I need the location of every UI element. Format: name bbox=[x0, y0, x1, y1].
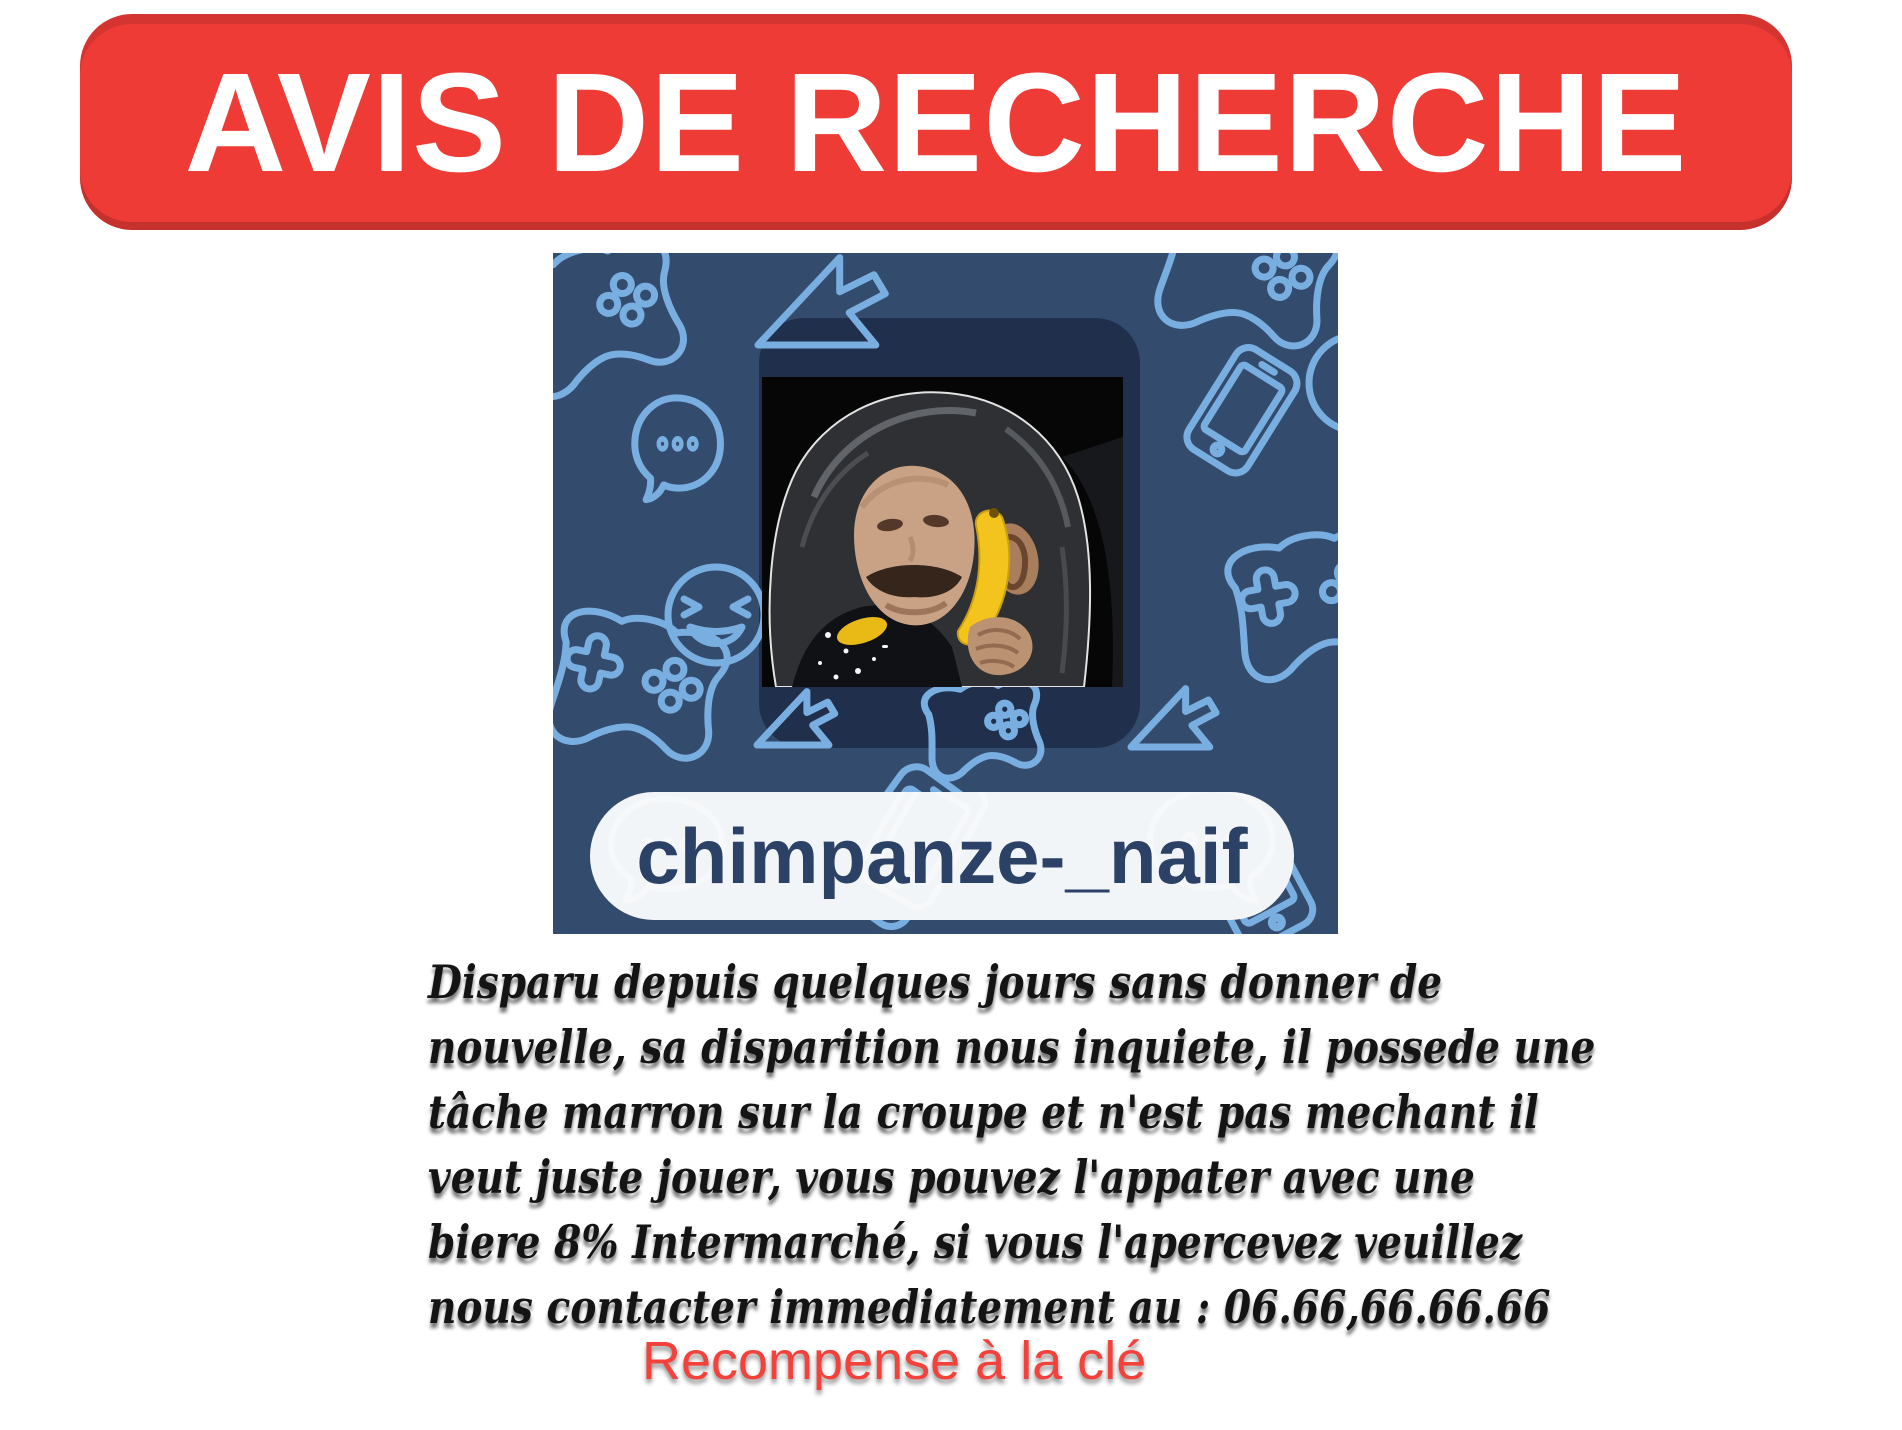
description-line: veut juste jouer, vous pouvez l'appater avec une bbox=[428, 1150, 1475, 1204]
description-line: tâche marron sur la croupe et n'est pas mechant il bbox=[428, 1085, 1539, 1139]
gamepad-icon bbox=[1150, 253, 1338, 358]
cursor-arrow-icon bbox=[758, 258, 885, 345]
description bbox=[428, 950, 1595, 1340]
gamepad-icon bbox=[553, 253, 692, 402]
username-pill bbox=[590, 792, 1294, 920]
description-line: Disparu depuis quelques jours sans donner de bbox=[428, 955, 1443, 1009]
banner-title: AVIS DE RECHERCHE bbox=[184, 42, 1688, 201]
description-line: nous contacter immediatement au : 06.66,66.66.66 bbox=[428, 1280, 1551, 1334]
speech-bubble-icon bbox=[1309, 335, 1338, 431]
description-line: nouvelle, sa disparition nous inquiete, il possede une bbox=[428, 1020, 1596, 1074]
smartphone-icon bbox=[1181, 342, 1302, 478]
gamepad-icon bbox=[923, 676, 1045, 780]
reward-label: Recompense à la clé bbox=[642, 1331, 1147, 1391]
profile-card bbox=[553, 253, 1338, 934]
speech-bubble-icon bbox=[635, 398, 721, 500]
cursor-arrow-icon bbox=[1131, 689, 1216, 747]
description-line: biere 8% Intermarché, si vous l'apercevez veuillez bbox=[428, 1215, 1523, 1269]
avatar bbox=[762, 377, 1123, 687]
username-label: chimpanze-_naif bbox=[636, 811, 1248, 900]
laughing-emoji-icon bbox=[668, 567, 764, 663]
gamepad-icon bbox=[1224, 521, 1338, 684]
wanted-banner bbox=[80, 14, 1792, 230]
cursor-arrow-icon bbox=[757, 692, 835, 745]
